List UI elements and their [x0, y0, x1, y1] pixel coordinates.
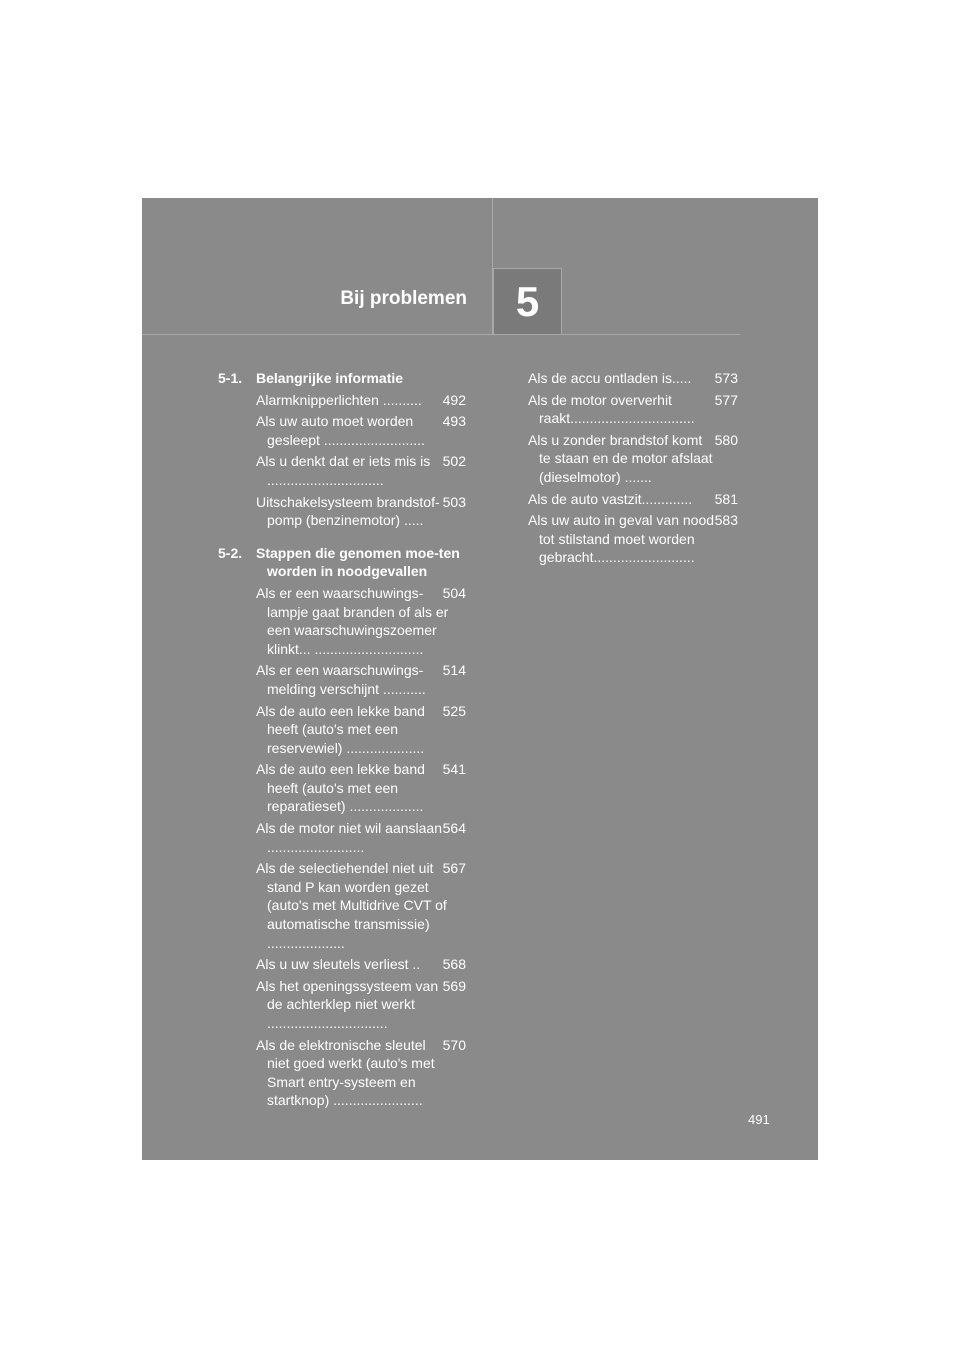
- toc-entry-text: Als de elektronische sleutel niet goed werkt (auto's met Smart entry-systeem en startknop) .......................: [256, 1036, 435, 1109]
- toc-entry-text: Als er een waarschuwings-melding verschijnt ...........: [256, 662, 426, 697]
- toc-entry[interactable]: [528, 490, 738, 509]
- toc-entry-text: Als u uw sleutels verliest ..: [256, 956, 421, 973]
- toc-entry[interactable]: [528, 369, 738, 388]
- toc-entry[interactable]: [256, 452, 466, 489]
- toc-entry-text: Als het openingssysteem van de achterklep niet werkt ...............................: [256, 977, 439, 1031]
- toc-entry-text: Als er een waarschuwings-lampje gaat branden of als er een waarschuwingszoemer klinkt... ............................: [256, 584, 449, 657]
- toc-entry-page: 514: [442, 662, 466, 679]
- toc-entry-page: 504: [442, 584, 466, 601]
- toc-entry[interactable]: [528, 391, 738, 428]
- section-heading[interactable]: [218, 369, 466, 388]
- toc-entry[interactable]: [256, 819, 466, 856]
- toc-entry-text: Als uw auto in geval van nood tot stilstand moet worden gebracht..........................: [528, 512, 715, 566]
- toc-entry[interactable]: [256, 955, 466, 974]
- section-number: 5-2.: [218, 544, 243, 561]
- toc-left-column: [218, 369, 466, 1124]
- page-number: 491: [748, 1112, 770, 1127]
- toc-entry-text: Als de motor oververhit raakt................................: [528, 391, 695, 427]
- toc-entry-page: 525: [442, 702, 466, 719]
- toc-entry-page: 492: [442, 391, 466, 408]
- toc-entry[interactable]: [256, 859, 466, 952]
- toc-entry-text: Alarmknipperlichten ..........: [256, 391, 422, 408]
- toc-entry-page: 583: [714, 512, 738, 529]
- toc-entry-text: Als de accu ontladen is.....: [528, 370, 692, 386]
- toc-entry-page: 503: [442, 493, 466, 510]
- toc-entry-text: Uitschakelsysteem brandstof-pomp (benzinemotor) .....: [256, 493, 440, 529]
- toc-entry-page: 569: [442, 977, 466, 994]
- toc-entry-page: 568: [442, 956, 466, 973]
- toc-entry-text: Als de auto een lekke band heeft (auto's met een reparatieset) ...................: [256, 761, 425, 815]
- toc-entry-text: Als u denkt dat er iets mis is ..............................: [256, 453, 431, 488]
- toc-entry-text: Als de motor niet wil aanslaan .........................: [256, 820, 442, 855]
- section-title: Stappen die genomen moe-ten worden in noodgevallen: [256, 544, 460, 580]
- toc-section: [218, 369, 466, 530]
- toc-entry-page: 564: [442, 820, 466, 837]
- toc-entry[interactable]: [256, 391, 466, 410]
- toc-entry-page: 567: [442, 860, 466, 877]
- toc-entry[interactable]: [256, 977, 466, 1033]
- toc-entry-text: Als u zonder brandstof komt te staan en de motor afslaat (dieselmotor) .......: [528, 431, 713, 485]
- toc-entry-text: Als de auto vastzit.............: [528, 490, 693, 507]
- toc-entry[interactable]: [256, 1036, 466, 1110]
- toc-entry[interactable]: [256, 760, 466, 816]
- section-heading[interactable]: [218, 544, 466, 581]
- toc-entry[interactable]: [256, 661, 466, 698]
- toc-entry-page: 502: [442, 453, 466, 470]
- toc-entry[interactable]: [528, 431, 738, 487]
- toc-entry[interactable]: [256, 584, 466, 658]
- chapter-number: 5: [493, 268, 562, 334]
- toc-entry-page: 581: [714, 490, 738, 507]
- toc-entry-text: Als uw auto moet worden gesleept ..........................: [256, 413, 425, 448]
- toc-entry-page: 493: [442, 413, 466, 430]
- chapter-title: Bij problemen: [340, 288, 467, 309]
- toc-entry-page: 580: [714, 431, 738, 448]
- toc-entry[interactable]: [528, 511, 738, 567]
- toc-entry-text: Als de selectiehendel niet uit stand P kan worden gezet (auto's met Multidrive CVT of automatische transmissie) ....................: [256, 860, 447, 951]
- toc-entry-page: 577: [714, 391, 738, 408]
- section-number: 5-1.: [218, 370, 243, 386]
- toc-entry-page: 573: [714, 370, 738, 386]
- toc-right-column: [528, 369, 738, 581]
- toc-section: [218, 544, 466, 1110]
- toc-entry-page: 541: [442, 761, 466, 778]
- toc-entry-page: 570: [442, 1036, 466, 1053]
- toc-entry[interactable]: [256, 493, 466, 530]
- toc-section: [528, 369, 738, 567]
- header-divider-horizontal: [142, 334, 740, 335]
- toc-entry[interactable]: [256, 412, 466, 449]
- toc-entry[interactable]: [256, 702, 466, 758]
- section-title: Belangrijke informatie: [256, 370, 404, 386]
- toc-entry-text: Als de auto een lekke band heeft (auto's met een reservewiel) ....................: [256, 702, 425, 756]
